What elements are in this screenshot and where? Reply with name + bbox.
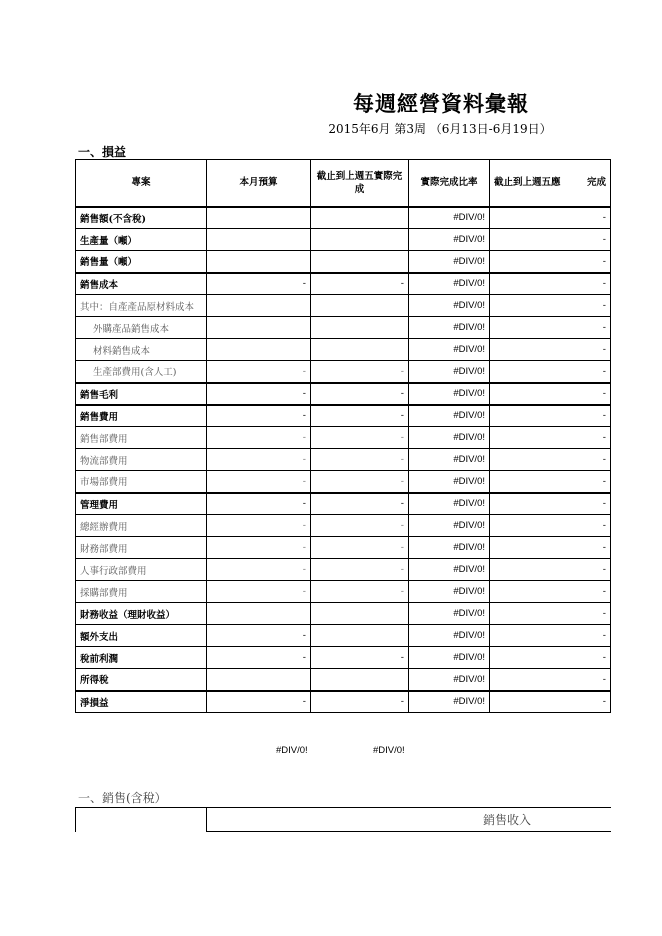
cell-budget: -: [207, 449, 311, 471]
cell-actual: -: [311, 515, 409, 537]
total-budget: #DIV/0!: [276, 745, 308, 756]
header-expected: [490, 160, 611, 207]
row-label: 市場部費用: [76, 471, 207, 493]
cell-expected: -: [490, 383, 611, 405]
header-budget: 本月預算: [207, 160, 311, 207]
cell-actual: [311, 603, 409, 625]
cell-ratio: #DIV/0!: [409, 581, 490, 603]
cell-actual: [311, 669, 409, 691]
cell-budget: -: [207, 427, 311, 449]
cell-budget: -: [207, 273, 311, 295]
cell-budget: -: [207, 625, 311, 647]
cell-budget: [207, 669, 311, 691]
table-row: [76, 427, 611, 449]
report-period: 2015年6月 第3周 （6月13日-6月19日）: [328, 122, 552, 136]
cell-budget: [207, 251, 311, 273]
row-label: 其中：自產產品原材料成本: [76, 295, 207, 317]
cell-actual: [311, 229, 409, 251]
cell-expected: -: [490, 317, 611, 339]
table-row: [76, 581, 611, 603]
row-label: 管理費用: [76, 493, 207, 515]
table-row: [76, 691, 611, 713]
cell-budget: -: [207, 581, 311, 603]
header-ratio: 實際完成比率: [409, 160, 490, 207]
cell-expected: -: [490, 471, 611, 493]
cell-budget: [207, 229, 311, 251]
cell-actual: -: [311, 449, 409, 471]
cell-expected: -: [490, 669, 611, 691]
cell-budget: [207, 339, 311, 361]
row-label: 額外支出: [76, 625, 207, 647]
row-label: 所得稅: [76, 669, 207, 691]
cell-ratio: #DIV/0!: [409, 493, 490, 515]
cell-expected: -: [490, 603, 611, 625]
cell-actual: -: [311, 691, 409, 713]
cell-actual: [311, 207, 409, 229]
cell-actual: [311, 251, 409, 273]
pnl-table: [75, 159, 611, 713]
table-row: [76, 515, 611, 537]
cell-expected: -: [490, 559, 611, 581]
cell-ratio: #DIV/0!: [409, 427, 490, 449]
row-label: 銷售成本: [76, 273, 207, 295]
cell-expected: -: [490, 405, 611, 427]
cell-expected: -: [490, 515, 611, 537]
row-label: 物流部費用: [76, 449, 207, 471]
total-actual: #DIV/0!: [373, 745, 405, 756]
page-title: 每週經營資料彙報: [353, 91, 529, 116]
cell-budget: -: [207, 383, 311, 405]
row-label: 生產部費用(含人工): [76, 361, 207, 383]
cell-budget: [207, 603, 311, 625]
sales-table-corner-cell: [76, 808, 207, 832]
table-row: [76, 361, 611, 383]
cell-ratio: #DIV/0!: [409, 317, 490, 339]
row-label: 銷售費用: [76, 405, 207, 427]
table-row: [76, 339, 611, 361]
cell-ratio: #DIV/0!: [409, 603, 490, 625]
cell-expected: -: [490, 581, 611, 603]
cell-expected: -: [490, 449, 611, 471]
cell-ratio: #DIV/0!: [409, 295, 490, 317]
row-label: 材料銷售成本: [76, 339, 207, 361]
cell-budget: -: [207, 515, 311, 537]
table-row: [76, 383, 611, 405]
table-row: [76, 449, 611, 471]
cell-budget: -: [207, 471, 311, 493]
cell-actual: -: [311, 537, 409, 559]
cell-expected: -: [490, 339, 611, 361]
cell-expected: -: [490, 537, 611, 559]
table-row: [76, 625, 611, 647]
cell-actual: -: [311, 361, 409, 383]
cell-expected: -: [490, 691, 611, 713]
table-row: [76, 295, 611, 317]
cell-ratio: #DIV/0!: [409, 273, 490, 295]
cell-ratio: #DIV/0!: [409, 229, 490, 251]
cell-expected: -: [490, 273, 611, 295]
cell-budget: [207, 207, 311, 229]
header-expected-text: 截止到上週五應: [494, 177, 561, 189]
cell-ratio: #DIV/0!: [409, 449, 490, 471]
cell-actual: -: [311, 273, 409, 295]
section-heading-sales: 一、銷售(含稅）: [78, 791, 167, 805]
cell-budget: -: [207, 559, 311, 581]
cell-ratio: #DIV/0!: [409, 251, 490, 273]
cell-ratio: #DIV/0!: [409, 537, 490, 559]
cell-budget: -: [207, 405, 311, 427]
table-row: [76, 251, 611, 273]
table-row: [76, 229, 611, 251]
row-label: 外購產品銷售成本: [76, 317, 207, 339]
table-header-row: [76, 160, 611, 207]
cell-actual: [311, 625, 409, 647]
cell-ratio: #DIV/0!: [409, 669, 490, 691]
cell-actual: -: [311, 581, 409, 603]
cell-ratio: #DIV/0!: [409, 339, 490, 361]
table-row: [76, 493, 611, 515]
cell-budget: -: [207, 361, 311, 383]
table-body: [76, 207, 611, 713]
row-label: 銷售額(不含稅): [76, 207, 207, 229]
row-label: 人事行政部費用: [76, 559, 207, 581]
cell-ratio: #DIV/0!: [409, 559, 490, 581]
table-row: [76, 559, 611, 581]
table-row: [76, 647, 611, 669]
table-row: [76, 471, 611, 493]
row-label: 財務收益（理財收益）: [76, 603, 207, 625]
cell-expected: -: [490, 295, 611, 317]
row-label: 財務部費用: [76, 537, 207, 559]
cell-expected: -: [490, 427, 611, 449]
row-label: 銷售毛利: [76, 383, 207, 405]
row-label: 銷售量（噸）: [76, 251, 207, 273]
cell-actual: -: [311, 405, 409, 427]
row-label: 稅前利潤: [76, 647, 207, 669]
cell-ratio: #DIV/0!: [409, 471, 490, 493]
cell-actual: -: [311, 471, 409, 493]
cell-budget: -: [207, 691, 311, 713]
header-expected-suffix: 完成: [586, 177, 606, 189]
cell-actual: [311, 295, 409, 317]
sales-revenue-header: 銷售收入: [207, 808, 611, 832]
table-row: [76, 273, 611, 295]
table-row: [76, 537, 611, 559]
cell-actual: -: [311, 493, 409, 515]
cell-ratio: #DIV/0!: [409, 647, 490, 669]
table-row: [76, 207, 611, 229]
cell-budget: [207, 295, 311, 317]
cell-actual: -: [311, 647, 409, 669]
cell-ratio: #DIV/0!: [409, 383, 490, 405]
sales-table: [75, 807, 611, 832]
cell-budget: [207, 317, 311, 339]
cell-budget: -: [207, 493, 311, 515]
row-label: 生產量（噸）: [76, 229, 207, 251]
header-item: 專案: [76, 160, 207, 207]
cell-ratio: #DIV/0!: [409, 691, 490, 713]
cell-actual: -: [311, 427, 409, 449]
table-row: [76, 317, 611, 339]
cell-ratio: #DIV/0!: [409, 515, 490, 537]
row-label: 淨損益: [76, 691, 207, 713]
cell-budget: -: [207, 647, 311, 669]
row-label: 採購部費用: [76, 581, 207, 603]
row-label: 銷售部費用: [76, 427, 207, 449]
table-row: [76, 669, 611, 691]
cell-expected: -: [490, 625, 611, 647]
cell-actual: -: [311, 383, 409, 405]
cell-expected: -: [490, 361, 611, 383]
cell-expected: -: [490, 207, 611, 229]
cell-expected: -: [490, 647, 611, 669]
row-label: 總經辦費用: [76, 515, 207, 537]
cell-actual: [311, 317, 409, 339]
cell-expected: -: [490, 493, 611, 515]
cell-ratio: #DIV/0!: [409, 207, 490, 229]
cell-expected: -: [490, 229, 611, 251]
table-row: [76, 603, 611, 625]
cell-ratio: #DIV/0!: [409, 625, 490, 647]
cell-ratio: #DIV/0!: [409, 405, 490, 427]
cell-ratio: #DIV/0!: [409, 361, 490, 383]
table-row: [76, 405, 611, 427]
cell-expected: -: [490, 251, 611, 273]
cell-actual: [311, 339, 409, 361]
cell-budget: -: [207, 537, 311, 559]
section-heading-pnl: 一、損益: [78, 145, 127, 159]
header-actual: 截止到上週五實際完成: [311, 160, 409, 207]
cell-actual: -: [311, 559, 409, 581]
